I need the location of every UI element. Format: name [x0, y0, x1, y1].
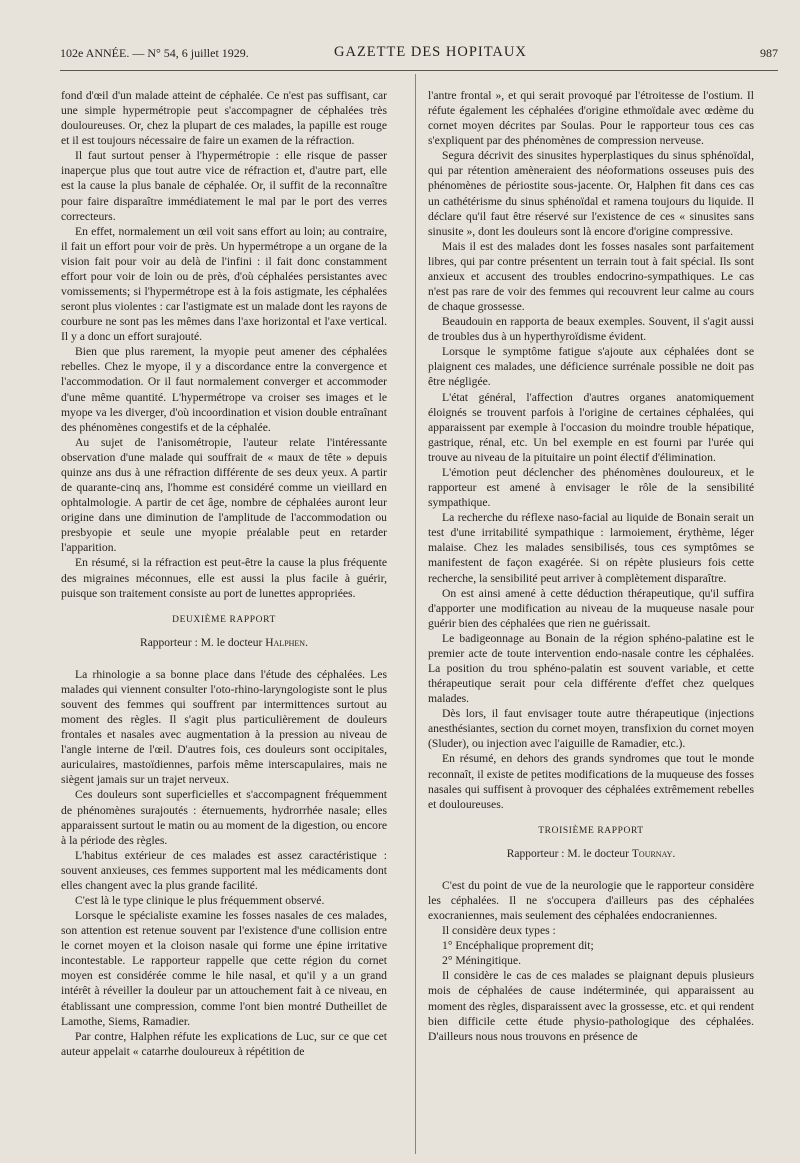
paragraph: Par contre, Halphen réfute les explications de Luc, sur ce que cet auteur appelait « catarrhe douloureux à répétition de — [61, 1029, 387, 1058]
list-item: 1° Encéphalique proprement dit; — [442, 939, 594, 953]
paragraph: L'habitus extérieur de ces malades est assez caractéristique : souvent anxieuses, ces femmes supportent mal les médicaments dont elles changent avec la plus grande facilité. — [61, 848, 387, 892]
paragraph: En résumé, en dehors des grands syndromes que tout le monde reconnaît, il existe de petites modifications de la muqueuse des fosses nasales qui suffisent à provoquer des céphalées extrêmement rebelles et douloureuses. — [428, 752, 754, 811]
paragraph: Dès lors, il faut envisager toute autre thérapeutique (injections anesthésiantes, section du cornet moyen, transfixion du cornet moyen (Sluder), ou injection avec l'aiguille de Ramadier, etc.). — [428, 707, 754, 751]
paragraph: Beaudouin en rapporta de beaux exemples. Souvent, il s'agit aussi de troubles dus à un hyperthyroïdisme évident. — [428, 315, 754, 344]
right-column — [428, 88, 754, 1044]
rapporteur-line — [61, 636, 387, 651]
column-divider — [415, 74, 416, 1154]
section-heading: TROISIÈME RAPPORT — [538, 825, 644, 836]
rapporteur-prefix: Rapporteur : M. le docteur — [140, 636, 263, 649]
paragraph: En résumé, si la réfraction est peut-être la cause la plus fréquente des migraines méconnues, elle est aussi la plus facile à guérir, puisque son traitement consiste au port de lunettes appropriées. — [61, 556, 387, 600]
paragraph: Ces douleurs sont superficielles et s'accompagnent fréquemment de phénomènes surajoutés : éternuements, hydrorrhée nasale; elles apparaissent surtout le matin ou au moment de la digestion, ou encore à la période des règles. — [61, 788, 387, 847]
paragraph: La rhinologie a sa bonne place dans l'étude des céphalées. Les malades qui viennent consulter l'oto-rhino-laryngologiste sont le plus souvent des femmes qui souffrent par intermittences surtout au moment des règles. Il s'agit plus particulièrement de douleurs frontales et nasales avec augmentation à la pression au niveau de l'angle interne de l'œil. D'autres fois, ces douleurs sont occipitales, auriculaires, mastoïdiennes, parfois même interscapulaires, mais ne siègent jamais sur un trajet nerveux. — [61, 667, 387, 787]
paragraph: L'émotion peut déclencher des phénomènes douloureux, et le rapporteur est amené à envisager le rôle de la sensibilité sympathique. — [428, 465, 754, 510]
paragraph: Le badigeonnage au Bonain de la région sphéno-palatine est le premier acte de toute intervention endo-nasale contre les céphalées. La position du trou sphéno-palatin est souvent variable, et cette thérapeutique serait pour cela différente d'effet chez quelques malades. — [428, 631, 754, 706]
paragraph: Il considère deux types : — [442, 924, 556, 938]
paragraph: Il faut surtout penser à l'hypermétropie : elle risque de passer inaperçue plus que tout autre vice de réfraction et, d'autre part, elle est la cause la plus banale de céphalée. Or, il suffit de la reconnaître pour faire disparaître immédiatement le mal par le port des verres correcteurs. — [61, 149, 387, 223]
page-number: 987 — [760, 46, 778, 60]
left-column — [61, 88, 387, 1059]
issue-info: 102e ANNÉE. — N° 54, 6 juillet 1929. — [60, 46, 249, 60]
paragraph: Il considère le cas de ces malades se plaignant depuis plusieurs mois de céphalées de cause indéterminée, qui apparaissent au moment des règles, disparaissent avec la grossesse, etc. et qui rendent bien difficile cette étude physio-pathologique des céphalées. D'ailleurs nous nous trouvons en présence de — [428, 969, 754, 1043]
paragraph: Au sujet de l'anisométropie, l'auteur relate l'intéressante observation d'une malade qui souffrait de « maux de tête » depuis quinze ans dus à une réfraction différente de ses deux yeux. A partir de quarante-cinq ans, l'homme est considéré comme un vieillard en ophtalmologie. A partir de cet âge, nombre de céphalées auront leur origine dans une diminution de l'amplitude de l'accommodation ou presbyopie et seule une myopie préalable peut en retarder l'apparition. — [61, 435, 387, 555]
header-rule — [60, 70, 778, 71]
rapporteur-name: Halphen. — [265, 636, 308, 649]
paragraph: Lorsque le spécialiste examine les fosses nasales de ces malades, son attention est retenue souvent par l'existence d'une collision entre le cornet moyen et la cloison nasale qui forme une épine irritative incontestable. Le rapporteur rappelle que cette région du cornet moyen est considérée comme le hile nasal, et qu'il y a un grand intérêt à réveiller la douleur par un attouchement fait à ce niveau, en établissant une compression, comme l'ont bien montré Dutheillet de Lamothe, Siems, Ramadier. — [61, 909, 387, 1028]
paragraph: En effet, normalement un œil voit sans effort au loin; au contraire, il fait un effort pour voir de près. Un hypermétrope a un organe de la vision fait pour voir au delà de l'infini : il fait donc constamment effort pour voir de loin ou de près, d'où céphalées persistantes avec vomissements; si l'hypermétrope est à la fois astigmate, les céphalées seront plus violentes : car l'astigmate est un malade dont les rayons de courbure ne sont pas les mêmes dans l'axe horizontal et l'axe vertical. Il y a donc un effort surajouté. — [61, 224, 388, 344]
rapporteur-name: Tournay. — [631, 847, 676, 860]
paragraph: La recherche du réflexe naso-facial au liquide de Bonain serait un test d'une irritabilité sympathique : larmoiement, érythème, léger malaise. Chez les malades sensibilisés, tous ces symptômes se manifestent de façon exagérée. Si on répète plusieurs fois cette recherche, la sensibilité peut arriver à complètement disparaître. — [428, 511, 754, 585]
paragraph: L'état général, l'affection d'autres organes anatomiquement éloignés se trouvent parfois à l'origine de certaines céphalées, qui apparaissent par exemple à l'occasion du moindre trouble hépatique, gastrique, rénal, etc. Un bel exemple en est fourni par l'urée qui trouve au niveau de la pituitaire un point électif d'élimination. — [428, 390, 754, 464]
paragraph: Bien que plus rarement, la myopie peut amener des céphalées rebelles. Chez le myope, il y a discordance entre la convergence et l'accommodation. Or il faut normalement converger et accommoder d'une même quantité. L'hypermétrope va croiser ses images et le myope va les diverger, d'où incoordination et vision double entraînant des phénomènes congestifs et de la céphalée. — [61, 345, 387, 434]
rapporteur-prefix: Rapporteur : M. le docteur — [506, 847, 630, 860]
paragraph: Mais il est des malades dont les fosses nasales sont parfaitement libres, qui par contre présentent un terrain tout à fait spécial. Ils sont anxieux et accusent des troubles endocrino-sympathiques. Le cas n'est pas rare de voir des femmes qui recouvrent leur calme au cours de chaque grossesse. — [428, 239, 754, 314]
paragraph: C'est du point de vue de la neurologie que le rapporteur considère les céphalées. Il ne s'occupera d'ailleurs pas des céphalées exocraniennes, mais seulement des céphalées endocraniennes. — [428, 878, 754, 923]
rapporteur-line — [428, 847, 754, 862]
paragraph: On est ainsi amené à cette déduction thérapeutique, qu'il suffira d'apporter une modification au niveau de la muqueuse nasale pour guérir bien des céphalées que rien ne guérissait. — [428, 586, 754, 630]
paragraph: fond d'œil d'un malade atteint de céphalée. Ce n'est pas suffisant, car une simple hypermétropie peut s'accompagner de céphalées très douloureuses. Or, chez la plupart de ces malades, la papille est rouge et il est toujours nécessaire de faire un examen de la réfraction. — [61, 89, 387, 148]
running-header — [60, 44, 778, 66]
paragraph: Segura décrivit des sinusites hyperplastiques du sinus sphénoïdal, qui par rétention amèneraient des néoformations osseuses puis des phénomènes de périostite sous-jacente. Or, Halphen fit dans ces cas un cathétérisme du sinus sphénoïdal et ramena toujours du liquide. Il déclare qu'il faut être réservé sur l'existence de ces « sinusites sans sinusite », dont les douleurs sont là encore d'origine compressive. — [428, 149, 754, 238]
list-item: 2° Méningitique. — [442, 954, 522, 968]
journal-title: GAZETTE DES HOPITAUX — [334, 44, 527, 60]
paragraph: C'est là le type clinique le plus fréquemment observé. — [75, 893, 325, 907]
paragraph: l'antre frontal », et qui serait provoqué par l'étroitesse de l'ostium. Il réfute également les céphalées d'origine ethmoïdale avec œdème du cornet moyen décrites par Soulas. Pour le rapporteur tous ces cas s'expliquent par des phénomènes de compression nerveuse. — [428, 89, 754, 148]
paragraph: Lorsque le symptôme fatigue s'ajoute aux céphalées dont se plaignent ces malades, une déficience surrénale possible ne doit pas être négligée. — [428, 345, 754, 389]
section-heading: DEUXIÈME RAPPORT — [172, 614, 276, 625]
